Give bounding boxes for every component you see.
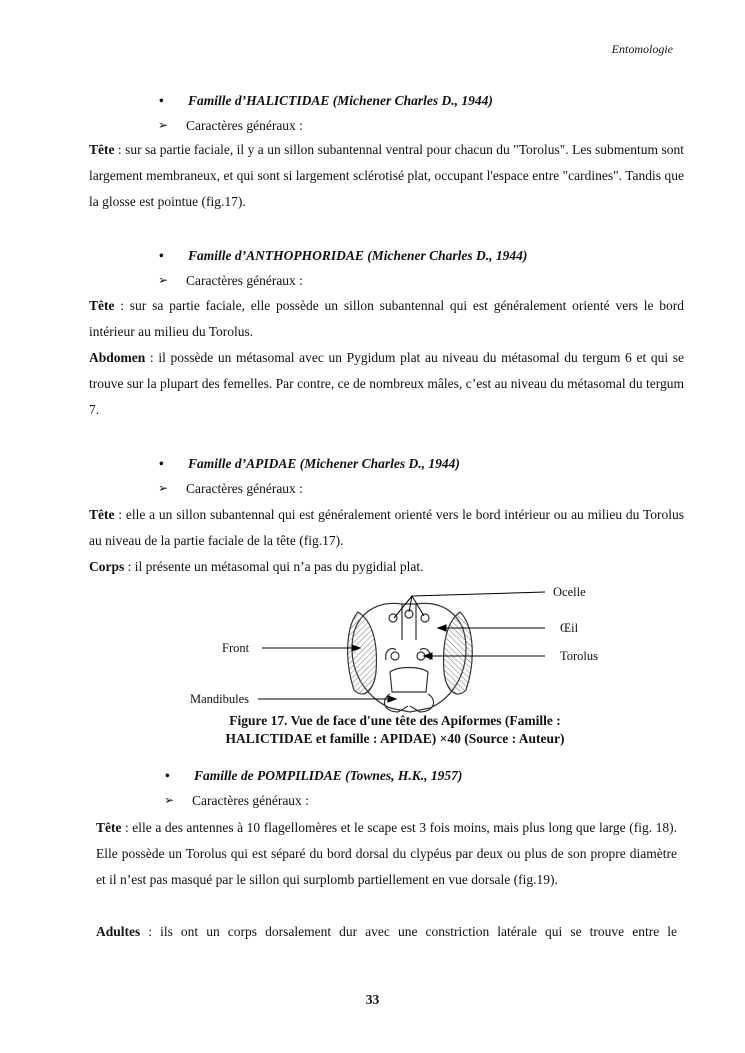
figure-pointers bbox=[258, 592, 545, 702]
caption-line-2: HALICTIDAE et famille : APIDAE) ×40 (Source : Auteur) bbox=[225, 731, 565, 746]
family-title: Famille d’ANTHOPHORIDAE (Michener Charles D., 1944) bbox=[188, 248, 528, 263]
arrow-bullet-icon: ➢ bbox=[158, 481, 169, 495]
subheading-label: Caractères généraux : bbox=[186, 118, 303, 133]
term-tete: Tête bbox=[96, 820, 122, 835]
family-heading-pompilidae bbox=[165, 768, 463, 784]
paragraph-text: : sur sa partie faciale, il y a un sillon subantennal ventral pour chacun du "Torolus". Les submentum sont largement membraneux, et qui sont si largement sclérotisé plat, occupant l'espace entre "cardines". Tandis que la glosse est pointue (fig.17). bbox=[89, 142, 684, 209]
arrow-bullet-icon: ➢ bbox=[164, 793, 175, 807]
paragraph-text: : sur sa partie faciale, elle possède un sillon subantennal qui est généralement orienté vers le bord intérieur au milieu du Torolus. bbox=[89, 298, 684, 339]
family-title: Famille d’APIDAE (Michener Charles D., 1944) bbox=[188, 456, 460, 471]
paragraph-text: : elle a un sillon subantennal qui est généralement orienté vers le bord intérieur ou au milieu du Torolus au niveau de la partie faciale de la tête (fig.17). bbox=[89, 507, 684, 548]
figure-label-torolus: Torolus bbox=[560, 649, 599, 663]
term-abdomen: Abdomen bbox=[89, 350, 146, 365]
paragraph-text: : il présente un métasomal qui n’a pas du pygidial plat. bbox=[124, 559, 424, 574]
bullet-icon: • bbox=[159, 93, 164, 108]
figure-label-mandibules: Mandibules bbox=[190, 692, 250, 706]
subheading-label: Caractères généraux : bbox=[192, 793, 309, 808]
term-adultes: Adultes bbox=[96, 924, 141, 939]
subheading-caracteres bbox=[164, 793, 309, 809]
term-corps: Corps bbox=[89, 559, 125, 574]
term-tete: Tête bbox=[89, 507, 115, 522]
family-title: Famille d’HALICTIDAE (Michener Charles D., 1944) bbox=[188, 93, 493, 108]
figure-label-front: Front bbox=[222, 641, 250, 655]
paragraph-text: : ils ont un corps dorsalement dur avec une constriction latérale qui se trouve entre le bbox=[140, 924, 677, 939]
family-title: Famille de POMPILIDAE (Townes, H.K., 1957) bbox=[194, 768, 463, 783]
bullet-icon: • bbox=[159, 248, 164, 263]
arrow-bullet-icon: ➢ bbox=[158, 118, 169, 132]
bullet-icon: • bbox=[159, 456, 164, 471]
page-number: 33 bbox=[365, 992, 380, 1007]
subheading-label: Caractères généraux : bbox=[186, 481, 303, 496]
bullet-icon: • bbox=[165, 768, 170, 783]
figure-label-ocelle: Ocelle bbox=[553, 585, 586, 599]
paragraph-text: : elle a des antennes à 10 flagellomères et le scape est 3 fois moins, mais plus long que large (fig. 18). Elle possède un Torolus qui est séparé du bord dorsal du clypéus par deux ou plus de son propre diamètre et il n’est pas masqué par le sillon qui surplomb partiellement en vue dorsale (fig.19). bbox=[96, 820, 677, 887]
figure-label-oeil: Œil bbox=[560, 621, 579, 635]
running-header: Entomologie bbox=[611, 42, 673, 56]
term-tete: Tête bbox=[89, 142, 115, 157]
figure-caption bbox=[180, 712, 610, 748]
caption-line-1: Figure 17. Vue de face d'une tête des Apiformes (Famille : bbox=[229, 713, 561, 728]
bee-head-drawing bbox=[348, 603, 473, 712]
paragraph-pompilidae-adultes bbox=[96, 919, 677, 945]
term-tete: Tête bbox=[89, 298, 115, 313]
paragraph-pompilidae-tete bbox=[96, 815, 677, 893]
subheading-label: Caractères généraux : bbox=[186, 273, 303, 288]
paragraph-text: : il possède un métasomal avec un Pygidum plat au niveau du métasomal du tergum 6 et qui se trouve sur la plupart des femelles. Par contre, ce de nombreux mâles, c’est au niveau du métasomal du tergum 7. bbox=[89, 350, 684, 417]
arrow-bullet-icon: ➢ bbox=[158, 273, 169, 287]
